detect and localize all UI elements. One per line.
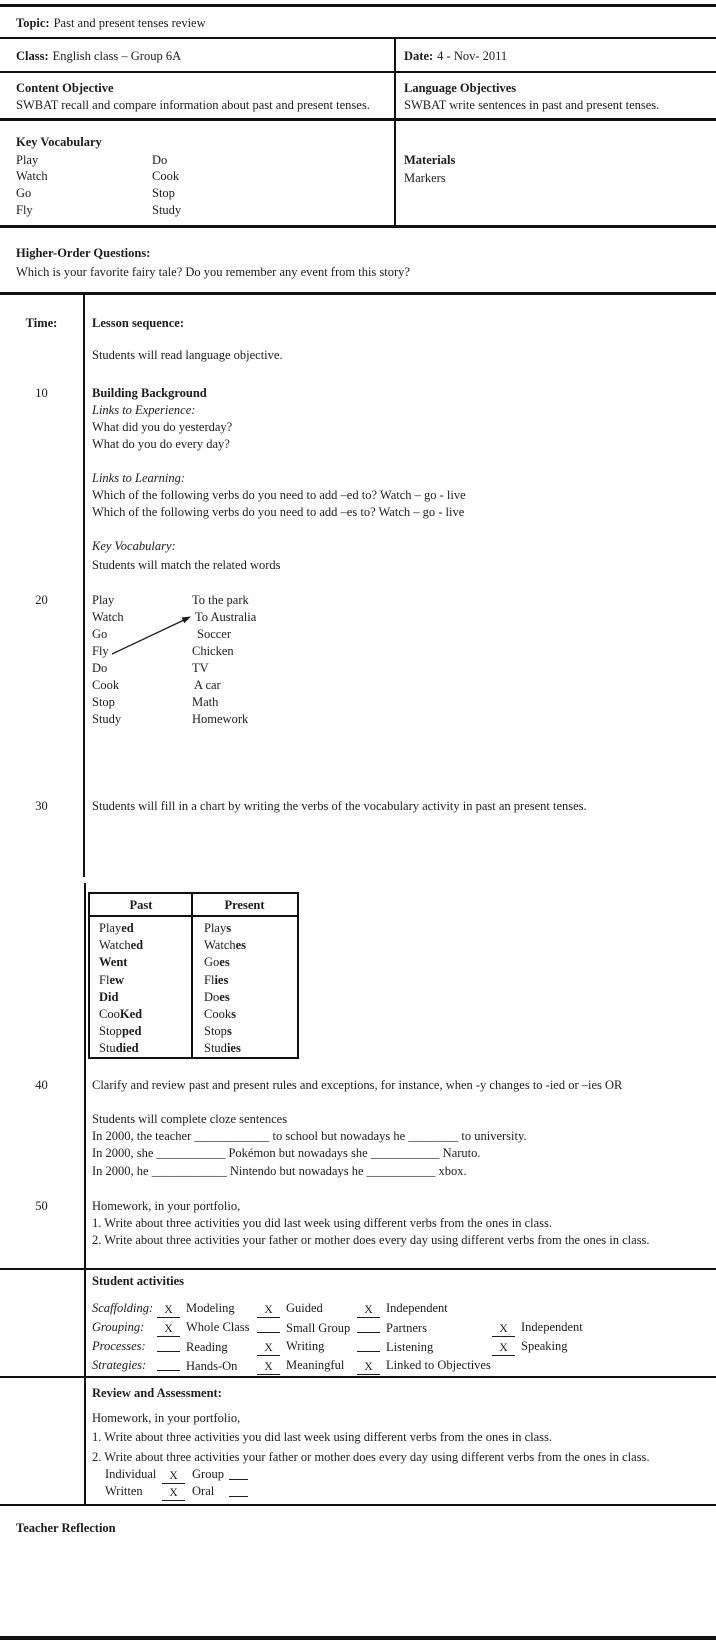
- match-intro: Students will match the related words: [92, 558, 281, 572]
- date-value: 4 - Nov- 2011: [437, 49, 508, 63]
- time-column-divider-upper: [83, 294, 85, 877]
- tense-row: Studied Studies: [99, 1041, 241, 1056]
- rule-review-top: [0, 1376, 716, 1378]
- activity-item: X Guided: [257, 1300, 323, 1318]
- fill-chart-text: Students will fill in a chart by writing the verbs of the vocabulary activity in past an present tenses.: [92, 799, 587, 813]
- checkmark-blank: [157, 1338, 180, 1352]
- tense-row: CooKed Cooks: [99, 1006, 236, 1021]
- checkmark-blank: X: [157, 1304, 180, 1318]
- match-right-item: To Australia: [195, 610, 257, 624]
- match-right-item: A car: [194, 678, 221, 692]
- student-activities-label: Student activities: [92, 1274, 185, 1288]
- topic-row: [16, 15, 206, 31]
- review-homework-intro: Homework, in your portfolio,: [92, 1411, 241, 1425]
- review-homework-item: 2. Write about three activities your father or mother does every day using different verbs from the ones in class.: [92, 1450, 650, 1464]
- materials-text: Markers: [404, 171, 446, 185]
- cloze-sentence: In 2000, he ____________ Nintendo but nowadays he ___________ xbox.: [92, 1164, 467, 1178]
- time-marker-30: 30: [35, 799, 48, 813]
- checkmark-blank: X: [257, 1361, 280, 1375]
- checkmark-blank: X: [492, 1323, 515, 1337]
- topic-label: Topic:: [16, 16, 50, 30]
- activity-row-label: Scaffolding:: [92, 1301, 154, 1315]
- clarify-text: Clarify and review past and present rules and exceptions, for instance, when -y changes to -ied or –ies OR: [92, 1078, 623, 1092]
- activity-item: X Meaningful: [257, 1357, 344, 1375]
- activity-item: X Writing: [257, 1338, 324, 1356]
- checkmark-blank: [229, 1483, 248, 1497]
- language-objectives-text: SWBAT write sentences in past and present tenses.: [404, 98, 660, 112]
- lesson-intro: Students will read language objective.: [92, 348, 283, 362]
- match-right-item: To the park: [192, 593, 249, 607]
- activity-item: X Whole Class: [157, 1319, 250, 1337]
- topic-value: Past and present tenses review: [53, 16, 206, 30]
- materials-label: Materials: [404, 153, 456, 167]
- checkmark-blank: X: [257, 1304, 280, 1318]
- time-header: Time:: [25, 316, 58, 330]
- activity-item: X Independent: [357, 1300, 448, 1318]
- links-experience-label: Links to Experience:: [92, 403, 196, 417]
- rule-under-class: [0, 71, 716, 73]
- checkmark-blank: X: [257, 1342, 280, 1356]
- activity-item: X Independent: [492, 1319, 583, 1337]
- time-marker-40: 40: [35, 1078, 48, 1092]
- match-left-item: Stop: [92, 695, 115, 709]
- checkmark-blank: X: [492, 1342, 515, 1356]
- time-column-divider-lower: [84, 883, 86, 1504]
- activity-item: X Linked to Objectives: [357, 1357, 491, 1375]
- higher-order-label: Higher-Order Questions:: [16, 246, 151, 260]
- time-marker-20: 20: [35, 593, 48, 607]
- match-right-item: Chicken: [192, 644, 234, 658]
- tense-row: Watched Watches: [99, 938, 247, 953]
- vocab-item: Fly: [16, 203, 33, 217]
- individual-label: Individual: [105, 1467, 157, 1481]
- vocab-item: Watch: [16, 169, 48, 183]
- match-right-item: TV: [192, 661, 209, 675]
- content-objective-text: SWBAT recall and compare information about past and present tenses.: [16, 98, 370, 112]
- learning-question-1: Which of the following verbs do you need to add –ed to? Watch – go - live: [92, 488, 466, 502]
- activity-item: Listening: [357, 1338, 433, 1355]
- match-left-item: Cook: [92, 678, 120, 692]
- experience-question-2: What do you do every day?: [92, 437, 230, 451]
- tense-row: Did Does: [99, 989, 230, 1004]
- review-homework-item: 1. Write about three activities you did last week using different verbs from the ones in class.: [92, 1430, 553, 1444]
- teacher-reflection-label: Teacher Reflection: [16, 1521, 116, 1535]
- vocab-item: Stop: [152, 186, 175, 200]
- time-marker-10: 10: [35, 386, 48, 400]
- match-arrow: [103, 608, 198, 660]
- match-right-item: Soccer: [197, 627, 232, 641]
- activity-item: Reading: [157, 1338, 228, 1355]
- homework-item: 2. Write about three activities your father or mother does every day using different verbs from the ones in class.: [92, 1233, 650, 1247]
- vocab-item: Play: [16, 153, 39, 167]
- rule-under-topic: [0, 37, 716, 39]
- checkmark-blank: [257, 1319, 280, 1333]
- match-left-item: Go: [92, 627, 108, 641]
- checkmark-blank: [357, 1338, 380, 1352]
- tense-row: Played Plays: [99, 921, 232, 935]
- rule-top: [0, 4, 716, 7]
- individual-mark: [162, 1466, 185, 1484]
- activity-row-label: Processes:: [92, 1339, 146, 1353]
- match-left-item: Study: [92, 712, 122, 726]
- match-right-item: Math: [192, 695, 219, 709]
- activity-item: Small Group: [257, 1319, 350, 1336]
- building-background-label: Building Background: [92, 386, 207, 400]
- tense-row: Went Goes: [99, 955, 230, 970]
- class-value: English class – Group 6A: [52, 49, 182, 63]
- oral-label: Oral: [192, 1484, 215, 1498]
- review-label: Review and Assessment:: [92, 1386, 222, 1400]
- match-left-item: Play: [92, 593, 115, 607]
- lesson-key-vocabulary-label: Key Vocabulary:: [92, 539, 176, 553]
- class-label: Class:: [16, 49, 49, 63]
- learning-question-2: Which of the following verbs do you need to add –es to? Watch – go - live: [92, 505, 465, 519]
- rule-under-vocabulary: [0, 225, 716, 228]
- language-objectives-label: Language Objectives: [404, 81, 517, 95]
- rule-page-bottom: [0, 1636, 716, 1640]
- checkmark-blank: [229, 1466, 248, 1480]
- rule-under-objectives: [0, 118, 716, 121]
- vocab-item: Study: [152, 203, 182, 217]
- tense-table-body: [90, 920, 297, 1058]
- checkmark-blank: [157, 1357, 180, 1371]
- activity-item: Partners: [357, 1319, 427, 1336]
- cloze-sentence: In 2000, she ___________ Pokémon but nowadays she ___________ Naruto.: [92, 1146, 481, 1160]
- content-objective-label: Content Objective: [16, 81, 114, 95]
- checkmark-blank: X: [162, 1470, 185, 1484]
- tense-table-header: [90, 894, 297, 915]
- header-column-divider: [394, 37, 396, 228]
- links-learning-label: Links to Learning:: [92, 471, 186, 485]
- group-mark: [229, 1466, 248, 1483]
- checkmark-blank: X: [157, 1323, 180, 1337]
- rule-lesson-top: [0, 292, 716, 295]
- rule-student-activities-top: [0, 1268, 716, 1270]
- lesson-sequence-label: Lesson sequence:: [92, 316, 185, 330]
- key-vocabulary-label: Key Vocabulary: [16, 135, 102, 149]
- checkmark-blank: X: [357, 1361, 380, 1375]
- match-left-item: Do: [92, 661, 108, 675]
- activity-item: X Speaking: [492, 1338, 568, 1356]
- higher-order-question: Which is your favorite fairy tale? Do you remember any event from this story?: [16, 265, 410, 279]
- checkmark-blank: X: [357, 1304, 380, 1318]
- vocab-item: Go: [16, 186, 32, 200]
- tense-table-header-present: Present: [224, 898, 265, 912]
- experience-question-1: What did you do yesterday?: [92, 420, 233, 434]
- oral-mark: [229, 1483, 248, 1500]
- match-left-item: Watch: [92, 610, 124, 624]
- cloze-intro: Students will complete cloze sentences: [92, 1112, 288, 1126]
- tense-row: Flew Flies: [99, 972, 229, 987]
- vocab-item: Do: [152, 153, 168, 167]
- written-mark: [162, 1483, 185, 1501]
- date-label: Date:: [404, 49, 434, 63]
- time-marker-50: 50: [35, 1199, 48, 1213]
- match-right-item: Homework: [192, 712, 249, 726]
- activity-row-label: Strategies:: [92, 1358, 147, 1372]
- tense-row: Stopped Stops: [99, 1024, 232, 1039]
- homework-intro: Homework, in your portfolio,: [92, 1199, 241, 1213]
- activity-item: X Modeling: [157, 1300, 235, 1318]
- written-label: Written: [105, 1484, 143, 1498]
- rule-lesson-bottom: [0, 1504, 716, 1506]
- tense-table: [88, 892, 299, 1059]
- activity-item: Hands-On: [157, 1357, 237, 1374]
- vocab-item: Cook: [152, 169, 180, 183]
- class-row: [16, 48, 181, 64]
- match-left-item: Fly: [92, 644, 109, 658]
- checkmark-blank: X: [162, 1487, 185, 1501]
- cloze-sentence: In 2000, the teacher ____________ to school but nowadays he ________ to university.: [92, 1129, 527, 1143]
- tense-table-header-past: Past: [129, 898, 153, 912]
- homework-item: 1. Write about three activities you did last week using different verbs from the ones in class.: [92, 1216, 553, 1230]
- date-row: [404, 48, 507, 64]
- activity-row-label: Grouping:: [92, 1320, 145, 1334]
- tense-table-header-rule: [90, 915, 297, 917]
- checkmark-blank: [357, 1319, 380, 1333]
- group-label: Group: [192, 1467, 224, 1481]
